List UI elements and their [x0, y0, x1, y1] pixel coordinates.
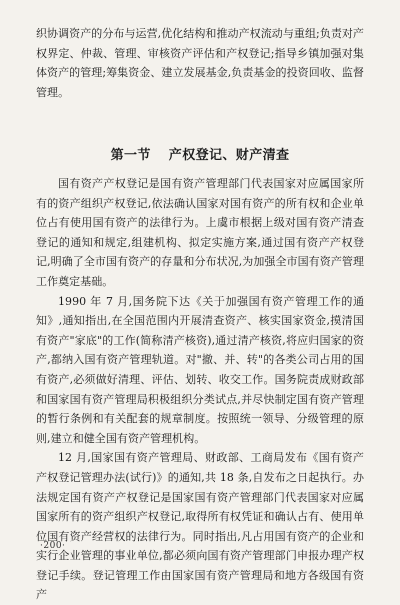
paragraph-2: 1990 年 7 月,国务院下达《关于加强国有资产管理工作的通知》,通知指出,在全国范围内开展清查资产、核实国家资金,摸清国有资产"家底"的工作(简称清产核资),通过清产核资,将应归国家的资产,都纳入国有资产管理轨道。对"撤、并、转"的各类公司占用的国有资产,必须做好清理、评估、划转、收交工作。国务院责成财政部和国家国有资产管理局积极组织分类试点,并尽快制定国有资产管理的暂行条例和有关配套的规章制度。按照统一领导、分级管理的原则,建立和健全国有资产管理机构。	[36, 294, 364, 445]
body-text	[36, 174, 364, 605]
section-heading	[0, 144, 400, 163]
intro-paragraph	[36, 24, 364, 102]
intro-text: 织协调资产的分布与运营,优化结构和推动产权流动与重组;负责对产权界定、仲裁、管理、审核资产评估和产权登记;指导乡镇加强对集体资产的管理;筹集资金、建立发展基金,负责基金的投资回收、监督管理。	[36, 27, 364, 99]
paragraph-3: 12 月,国家国有资产管理局、财政部、工商局发布《国有资产产权登记管理办法(试行)》的通知,共 18 条,自发布之日起执行。办法规定国有资产产权登记是国家国有资产管理部门代表国家对应属国家所有的资产组织产权登记,取得所有权凭证和确认占有、使用单位国有资产经营权的法律行为。同时指出,凡占用国有资产的企业和实行企业管理的事业单位,都必须向国有资产管理部门申报办理产权登记手续。登记管理工作由国家国有资产管理局和地方各级国有资产	[36, 451, 364, 602]
section-title: 产权登记、财产清查	[168, 148, 290, 163]
page-number: ·200·	[40, 541, 66, 551]
section-number: 第一节	[110, 148, 151, 163]
paragraph-1: 国有资产产权登记是国有资产管理部门代表国家对应属国家所有的资产组织产权登记,依法确认国家对国有资产的所有权和企业单位占有使用国有资产的法律行为。上虞市根据上级对国有资产清查登记的通知和规定,组建机构、拟定实施方案,通过国有资产产权登记,明确了全市国有资产的存量和分布状况,为加强全市国有资产管理工作奠定基础。	[36, 177, 364, 288]
